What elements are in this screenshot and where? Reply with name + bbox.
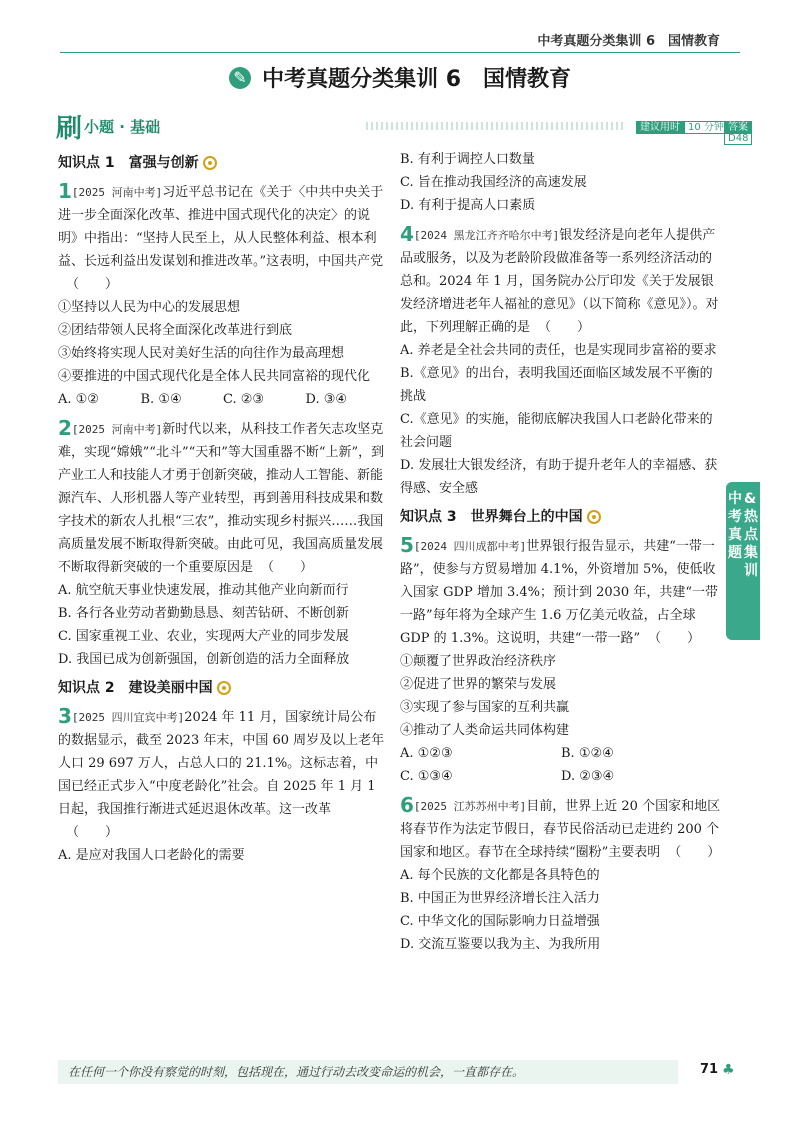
q3-stem: 2024 年 11 月，国家统计局公布的数据显示，截至 2023 年末，中国 60 周岁及以上老年人口 29 697 万人，占总人口的 21.1%。这标志着，中国已经正式步入“中度老龄化”社会。自 2025 年 1 月 1 日起，我国推行渐进式延迟退休改革。这一改革 [58, 710, 385, 817]
banner-shua: 刷 [56, 114, 83, 144]
q5-options [400, 742, 722, 788]
q1-number: 1 [58, 179, 72, 203]
q5-number: 5 [400, 533, 414, 557]
q5-stem: 世界银行报告显示，共建“一带一路”，使参与方贸易增加 4.1%，外资增加 5%，使低收入国家 GDP 增加 3.4%；预计到 2030 年，共建“一带一路”每年将为全球产生 1.6 万亿美元收益，占全球 GDP 的 1.3%。这说明，共建“一带一路” [400, 539, 718, 646]
q5-stem-line [400, 534, 722, 650]
page-number: 71 [700, 1062, 719, 1077]
section-banner [56, 108, 749, 144]
q1-item: ②团结带领人民将全面深化改革进行到底 [58, 323, 293, 338]
left-column [58, 148, 388, 873]
q5-option-a[interactable]: A. ①②③ [400, 746, 453, 761]
q2-source: [2025 河南中考] [71, 423, 163, 436]
q2-option-b[interactable]: B. 各行各业劳动者勤勤恳恳、刻苦钻研、不断创新 [58, 606, 349, 621]
q3-option-b[interactable]: B. 有利于调控人口数量 [400, 152, 535, 167]
q1-source: [2025 河南中考] [71, 186, 163, 199]
q1-stem-line [58, 180, 388, 296]
q6-paren: （ ） [668, 845, 721, 860]
q4-option-a[interactable]: A. 养老是全社会共同的责任，也是实现同步富裕的要求 [400, 343, 717, 358]
kp2-heading [58, 677, 388, 699]
q3-option-a[interactable]: A. 是应对我国人口老龄化的需要 [58, 848, 245, 863]
question-6 [400, 794, 722, 956]
q1-option-c[interactable]: C. ②③ [223, 392, 265, 407]
side-tab-col-2 [744, 490, 758, 640]
kp1-heading [58, 152, 388, 174]
kp2-title: 知识点 2 建设美丽中国 [58, 680, 213, 696]
time-badge-key: 建议用时 [636, 121, 684, 134]
side-tab-char: 真 [728, 527, 742, 543]
question-3-continued [400, 148, 722, 217]
q1-item: ③始终将实现人民对美好生活的向往作为最高理想 [58, 346, 345, 361]
running-header: 中考真题分类集训 6 国情教育 [537, 34, 720, 49]
target-icon [587, 510, 601, 524]
q6-number: 6 [400, 793, 414, 817]
q3-source: [2025 四川宜宾中考] [71, 711, 185, 724]
q1-option-b[interactable]: B. ①④ [140, 392, 182, 407]
q4-stem: 银发经济是向老年人提供产品或服务，以及为老龄阶段做准备等一系列经济活动的总和。2024 年 1 月，国务院办公厅印发《关于发展银发经济增进老年人福祉的意见》（以下简称《意见》）。对此，下列理解正确的是 [400, 228, 719, 335]
q5-paren: （ ） [648, 631, 701, 646]
time-badge-value: 10 分钟 [684, 121, 728, 134]
side-tab-col-1 [728, 490, 742, 640]
banner-label: 小题 · 基础 [84, 118, 161, 136]
q4-option-c[interactable]: C.《意见》的实施，能彻底解决我国人口老龄化带来的社会问题 [400, 412, 713, 450]
answer-badge-key: 答案 [724, 121, 752, 134]
q2-option-d[interactable]: D. 我国已成为创新强国，创新创造的活力全面释放 [58, 652, 350, 667]
q5-item: ④推动了人类命运共同体构建 [400, 723, 570, 738]
q2-number: 2 [58, 416, 72, 440]
q3-number: 3 [58, 704, 72, 728]
answer-badge [724, 118, 752, 144]
q5-option-b[interactable]: B. ①②④ [561, 746, 614, 761]
q6-stem: 目前，世界上近 20 个国家和地区将春节作为法定节假日，春节民俗活动已走进约 200 个国家和地区。春节在全球持续“圈粉”主要表明 [400, 799, 721, 860]
side-tab-char: 训 [744, 563, 758, 579]
q4-option-d[interactable]: D. 发展壮大银发经济，有助于提升老年人的幸福感、获得感、安全感 [400, 458, 718, 496]
page-title: 中考真题分类集训 6 国情教育 [262, 67, 572, 92]
target-icon [217, 681, 231, 695]
q5-option-c[interactable]: C. ①③④ [400, 769, 453, 784]
answer-badge-value: D48 [724, 132, 752, 145]
q4-source: [2024 黑龙江齐齐哈尔中考] [413, 229, 560, 242]
q2-stem: 新时代以来，从科技工作者矢志攻坚克难，实现“嫦娥”“北斗”“天和”等大国重器不断“上新”，到产业工人和技能人才勇于创新突破，推动人工智能、新能源汽车、人形机器人等产业转型，再到善用科技成果和数字技术的新农人扎根“三农”，推动实现乡村振兴……我国高质量发展不断取得新突破。由此可见，我国高质量发展不断取得新突破的一个重要原因是 [58, 422, 385, 575]
question-4 [400, 223, 722, 500]
q5-item: ③实现了参与国家的互利共赢 [400, 700, 570, 715]
pen-icon: ✎ [229, 67, 251, 89]
time-badge [636, 118, 728, 133]
q6-option-d[interactable]: D. 交流互鉴要以我为主、为我所用 [400, 937, 601, 952]
question-3 [58, 705, 388, 867]
q2-option-a[interactable]: A. 航空航天事业快速发展，推动其他产业向新而行 [58, 583, 349, 598]
q1-paren: （ ） [65, 277, 118, 292]
q6-stem-line [400, 794, 722, 864]
q1-options [58, 388, 388, 411]
q1-option-d[interactable]: D. ③④ [305, 392, 348, 407]
q2-stem-line [58, 417, 388, 579]
side-tab-char: 考 [728, 509, 742, 525]
footer-quote: 在任何一个你没有察觉的时刻，包括现在，通过行动去改变命运的机会，一直都存在。 [58, 1060, 678, 1084]
q5-option-d[interactable]: D. ②③④ [561, 769, 615, 784]
right-column [400, 148, 722, 962]
q5-item: ②促进了世界的繁荣与发展 [400, 677, 557, 692]
q1-stem: 习近平总书记在《关于〈中共中央关于进一步全面深化改革、推进中国式现代化的决定〉的说明》中指出：“坚持人民至上，从人民整体利益、根本利益、长远利益出发谋划和推进改革。”这表明，中国共产党 [58, 185, 384, 269]
side-tab-char: 题 [728, 545, 742, 561]
side-tab-char: 集 [744, 545, 758, 561]
q4-paren: （ ） [538, 320, 591, 335]
question-5 [400, 534, 722, 788]
kp1-title: 知识点 1 富强与创新 [58, 155, 199, 171]
q1-item: ④要推进的中国式现代化是全体人民共同富裕的现代化 [58, 369, 371, 384]
q3-stem-line [58, 705, 388, 844]
side-tab-char: & [744, 491, 757, 507]
q1-option-a[interactable]: A. ①② [58, 392, 99, 407]
q2-paren: （ ） [261, 560, 314, 575]
kp3-title: 知识点 3 世界舞台上的中国 [400, 509, 583, 525]
q4-stem-line [400, 223, 722, 339]
question-1 [58, 180, 388, 411]
kp3-heading [400, 506, 722, 528]
side-tab-char: 点 [744, 527, 758, 543]
banner-stripes [366, 122, 626, 130]
q6-option-a[interactable]: A. 每个民族的文化都是各具特色的 [400, 868, 600, 883]
q3-option-c[interactable]: C. 旨在推动我国经济的高速发展 [400, 175, 587, 190]
q3-paren: （ ） [65, 825, 118, 840]
side-tab[interactable] [726, 482, 760, 640]
clover-icon: ♣ [722, 1062, 735, 1078]
q6-option-b[interactable]: B. 中国正为世界经济增长注入活力 [400, 891, 600, 906]
side-tab-char: 热 [744, 509, 758, 525]
q4-option-b[interactable]: B.《意见》的出台，表明我国还面临区域发展不平衡的挑战 [400, 366, 713, 404]
q6-source: [2025 江苏苏州中考] [413, 800, 527, 813]
q6-option-c[interactable]: C. 中华文化的国际影响力日益增强 [400, 914, 600, 929]
q4-number: 4 [400, 222, 414, 246]
title-area [0, 62, 800, 93]
side-tab-char: 中 [728, 491, 742, 507]
q3-option-d[interactable]: D. 有利于提高人口素质 [400, 198, 536, 213]
target-icon [203, 156, 217, 170]
q5-item: ①颠覆了世界政治经济秩序 [400, 654, 557, 669]
question-2 [58, 417, 388, 671]
q1-item: ①坚持以人民为中心的发展思想 [58, 300, 241, 315]
q2-option-c[interactable]: C. 国家重视工业、农业，实现两大产业的同步发展 [58, 629, 349, 644]
header-rule [60, 52, 740, 53]
q5-source: [2024 四川成都中考] [413, 540, 527, 553]
